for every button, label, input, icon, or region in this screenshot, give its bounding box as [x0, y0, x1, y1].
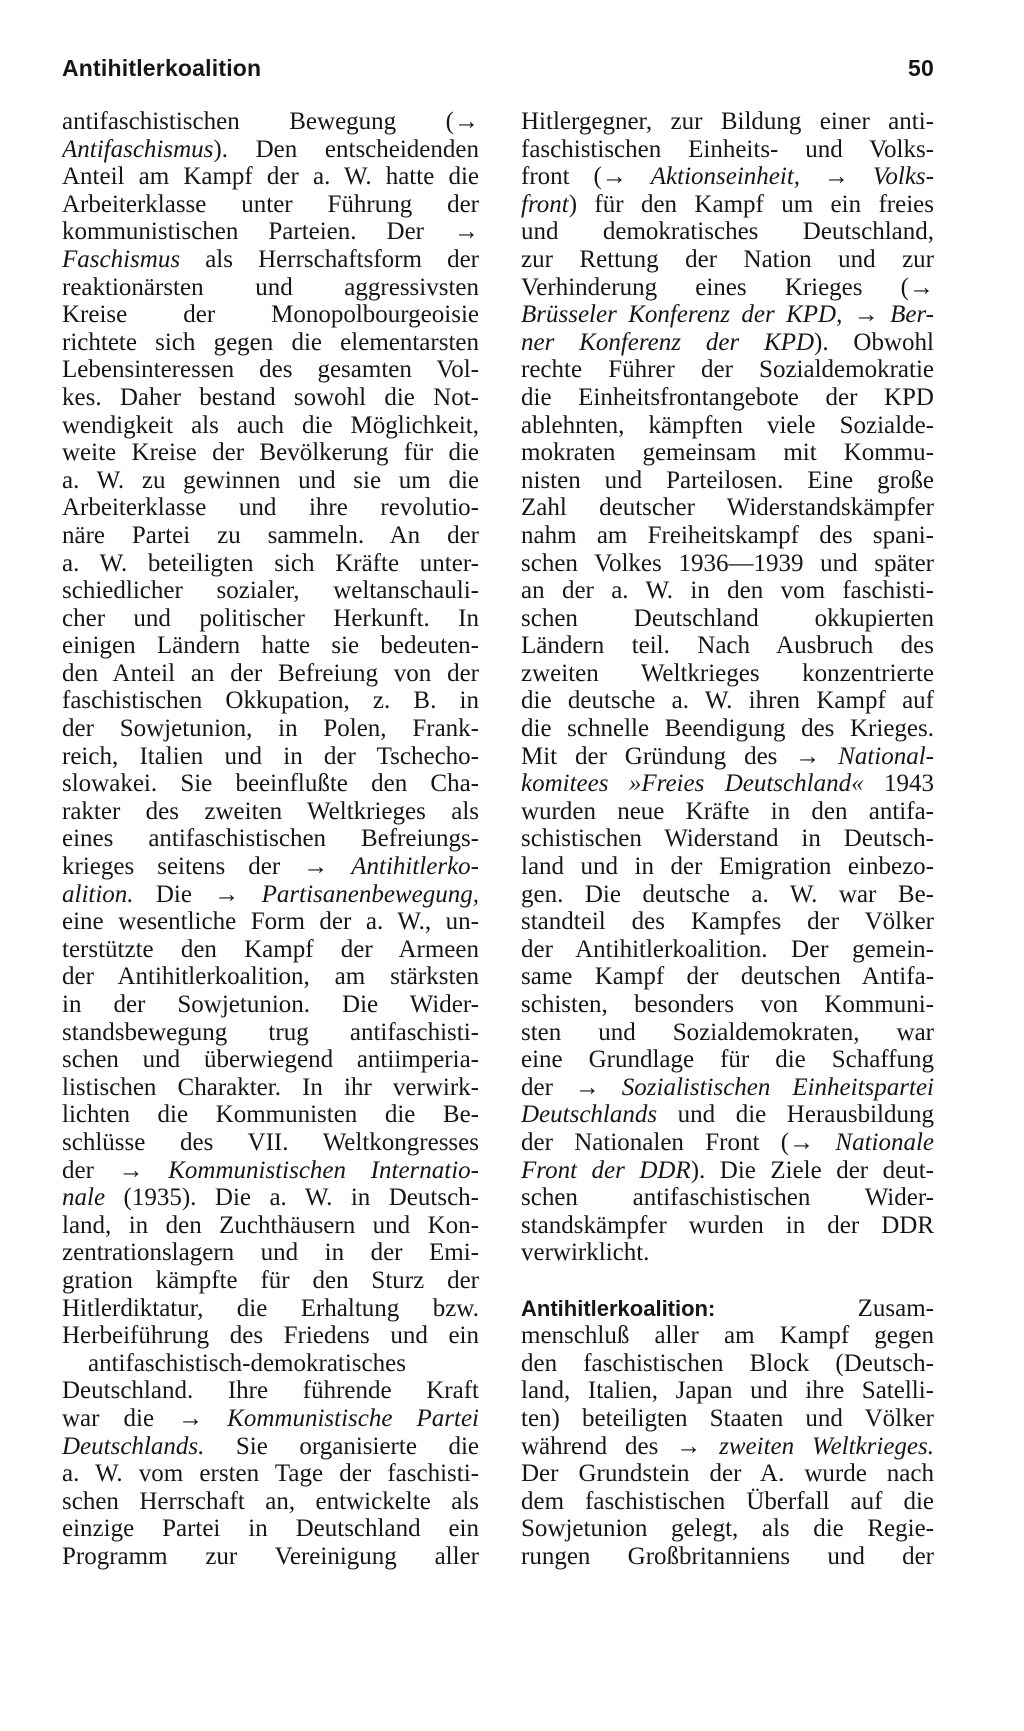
text-run: listischen Charakter. In ihr verwirk-: [62, 1073, 479, 1101]
text-line: [62, 991, 479, 1019]
text-run: standsbewegung trug antifaschisti-: [62, 1018, 479, 1046]
text-run: rechte Führer der Sozialdemokratie: [521, 356, 934, 384]
text-run: standskämpfer wurden in der DDR: [521, 1211, 934, 1239]
text-line: [62, 1405, 479, 1433]
text-run: same Kampf der deutschen Antifa-: [521, 963, 934, 991]
text-line: [62, 467, 479, 495]
text-run: krieges seitens der →: [62, 853, 352, 881]
cross-reference: komitees »Freies Deutschland«: [521, 770, 864, 798]
text-run: →: [800, 163, 873, 191]
text-run: rungen Großbritanniens und der: [521, 1542, 934, 1570]
cross-reference: ner Konferenz der KPD: [521, 328, 815, 356]
text-run: eine wesentliche Form der a. W., un-: [62, 908, 479, 936]
text-line: [521, 1515, 934, 1543]
text-run: faschistischen Einheits- und Volks-: [521, 135, 934, 163]
text-run: die Einheitsfrontangebote der KPD: [521, 383, 934, 411]
text-line: [521, 1405, 934, 1433]
cross-reference: Partisanenbewegung,: [261, 880, 479, 908]
text-run: eines antifaschistischen Befreiungs-: [62, 825, 479, 853]
cross-reference: Kommunistischen Internatio-: [168, 1156, 479, 1184]
cross-reference: Antifaschismus: [62, 135, 214, 163]
text-run: einzige Partei in Deutschland ein: [62, 1515, 479, 1543]
text-line: [521, 1377, 934, 1405]
text-run: lichten die Kommunisten die Be-: [62, 1101, 479, 1129]
text-run: der Antihitlerkoalition, am stärksten: [62, 963, 479, 991]
running-head: Antihitlerkoalition: [62, 54, 262, 81]
text-run: Deutschland. Ihre führende Kraft: [62, 1377, 479, 1405]
page-header: [62, 53, 934, 83]
text-run: der →: [521, 1073, 622, 1101]
text-line: [521, 412, 934, 440]
text-line: [62, 494, 479, 522]
text-run: slowakei. Sie beeinflußte den Cha-: [62, 770, 479, 798]
text-run: zweiten Weltkrieges konzentrierte: [521, 659, 934, 687]
text-line: [521, 1543, 934, 1571]
text-run: Sowjetunion gelegt, als die Regie-: [521, 1515, 934, 1543]
text-line: [521, 1074, 934, 1102]
cross-reference: Ber-: [890, 301, 934, 329]
text-run: cher und politischer Herkunft. In: [62, 604, 479, 632]
text-line: [62, 1350, 479, 1378]
text-run: terstützte den Kampf der Armeen: [62, 935, 479, 963]
text-line: [521, 522, 934, 550]
left-column: [62, 108, 479, 1570]
text-line: [62, 1377, 479, 1405]
text-run: faschistischen Okkupation, z. B. in: [62, 687, 479, 715]
text-line: [521, 1488, 934, 1516]
cross-reference: Sozialistischen Einheitspartei: [621, 1073, 934, 1101]
entry-headword: Antihitlerkoalition:: [521, 1295, 716, 1321]
text-run: wendigkeit als auch die Möglichkeit,: [62, 411, 479, 439]
text-line: [521, 605, 934, 633]
text-run: Programm zur Vereinigung aller: [62, 1542, 479, 1570]
text-line: [62, 301, 479, 329]
text-line: [62, 218, 479, 246]
text-run: näre Partei zu sammeln. An der: [62, 521, 479, 549]
text-run: zentrationslagern und in der Emi-: [62, 1239, 479, 1267]
text-run: land, in den Zuchthäusern und Kon-: [62, 1211, 479, 1239]
text-run: einigen Ländern hatte sie bedeuten-: [62, 632, 479, 660]
cross-reference: Aktionseinheit,: [650, 163, 801, 191]
text-run: antifaschistisch-demokratisches: [88, 1349, 406, 1377]
text-line: [62, 1184, 479, 1212]
text-line: [521, 1212, 934, 1240]
text-line: [62, 963, 479, 991]
text-line: [62, 825, 479, 853]
text-line: [62, 908, 479, 936]
text-line: [521, 163, 934, 191]
text-run: Zusam-: [715, 1294, 934, 1322]
text-line: [521, 439, 934, 467]
text-run: die schnelle Beendigung des Krieges.: [521, 715, 934, 743]
text-line: [62, 439, 479, 467]
text-line: [521, 1433, 934, 1461]
text-run: eine Grundlage für die Schaffung: [521, 1046, 934, 1074]
text-run: a. W. vom ersten Tage der faschisti-: [62, 1460, 479, 1488]
cross-reference: nale: [62, 1184, 106, 1212]
text-line: [521, 301, 934, 329]
text-line: [521, 1295, 934, 1323]
cross-reference: Faschismus: [62, 245, 181, 273]
text-run: schlüsse des VII. Weltkongresses: [62, 1128, 479, 1156]
text-line: [62, 1046, 479, 1074]
text-run: Arbeiterklasse und ihre revolutio-: [62, 494, 479, 522]
text-run: →: [842, 301, 891, 329]
text-line: [521, 329, 934, 357]
text-line: [62, 605, 479, 633]
text-line: [521, 1129, 934, 1157]
text-line: [521, 550, 934, 578]
text-run: als Herrschaftsform der: [180, 245, 479, 273]
text-run: war die →: [62, 1404, 228, 1432]
text-run: der →: [62, 1156, 169, 1184]
text-run: reaktionärsten und aggressivsten: [62, 273, 479, 301]
text-run: land und in der Emigration einbezo-: [521, 853, 934, 881]
text-run: Kreise der Monopolbourgeoisie: [62, 301, 479, 329]
text-line: [62, 1101, 479, 1129]
text-run: ). Obwohl: [814, 328, 934, 356]
text-run: Verhinderung eines Krieges (→: [521, 273, 934, 301]
text-run: schistischen Widerstand in Deutsch-: [521, 825, 934, 853]
text-line: [62, 881, 479, 909]
cross-reference: front: [521, 190, 569, 218]
text-run: kes. Daher bestand sowohl die Not-: [62, 383, 479, 411]
text-line: [62, 770, 479, 798]
text-line: [62, 1488, 479, 1516]
text-run: und die Herausbildung: [657, 1101, 934, 1129]
text-run: reich, Italien und in der Tschecho-: [62, 742, 479, 770]
text-run: a. W. beteiligten sich Kräfte unter-: [62, 549, 479, 577]
text-line: [62, 329, 479, 357]
text-line: [62, 191, 479, 219]
text-line: [62, 1515, 479, 1543]
cross-reference: National-: [838, 742, 934, 770]
text-line: [62, 687, 479, 715]
text-line: [62, 1433, 479, 1461]
text-run: ) für den Kampf um ein freies: [568, 190, 934, 218]
text-run: Lebensinteressen des gesamten Vol-: [62, 356, 479, 384]
text-line: [521, 108, 934, 136]
text-run: der Antihitlerkoalition. Der gemein-: [521, 935, 934, 963]
text-line: [521, 632, 934, 660]
text-line: [62, 853, 479, 881]
cross-reference: Front der DDR: [521, 1156, 691, 1184]
text-line: [521, 1239, 934, 1267]
text-line: [62, 1019, 479, 1047]
text-line: [521, 356, 934, 384]
text-run: ). Die Ziele der deut-: [690, 1156, 934, 1184]
text-line: [521, 218, 934, 246]
cross-reference: Nationale: [835, 1128, 934, 1156]
text-line: [62, 136, 479, 164]
text-run: Der Grundstein der A. wurde nach: [521, 1460, 934, 1488]
text-run: Ländern teil. Nach Ausbruch des: [521, 632, 934, 660]
text-run: Die →: [133, 880, 262, 908]
cross-reference: Deutschlands: [521, 1101, 658, 1129]
text-line: [62, 108, 479, 136]
text-run: (1935). Die a. W. in Deutsch-: [105, 1184, 479, 1212]
text-line: [521, 384, 934, 412]
text-line: [521, 1046, 934, 1074]
text-run: schen antifaschistischen Wider-: [521, 1184, 934, 1212]
text-line: [521, 1460, 934, 1488]
text-run: die deutsche a. W. ihren Kampf auf: [521, 687, 934, 715]
text-line: [521, 1157, 934, 1185]
right-column: [521, 108, 934, 1570]
text-line: [62, 798, 479, 826]
text-run: ten) beteiligten Staaten und Völker: [521, 1404, 934, 1432]
text-run: zur Rettung der Nation und zur: [521, 245, 934, 273]
text-run: gen. Die deutsche a. W. war Be-: [521, 880, 934, 908]
text-line: [62, 384, 479, 412]
text-run: Anteil am Kampf der a. W. hatte die: [62, 163, 479, 191]
text-line: [62, 356, 479, 384]
text-line: [521, 687, 934, 715]
text-run: ). Den entscheidenden: [213, 135, 479, 163]
text-run: Zahl deutscher Widerstandskämpfer: [521, 494, 934, 522]
text-line: [521, 936, 934, 964]
text-run: Arbeiterklasse unter Führung der: [62, 190, 479, 218]
text-run: kommunistischen Parteien. Der →: [62, 218, 479, 246]
text-line: [521, 881, 934, 909]
text-run: antifaschistischen Bewegung (→: [62, 108, 479, 135]
text-run: schen Deutschland okkupierten: [521, 604, 934, 632]
text-run: Hitlerdiktatur, die Erhaltung bzw.: [62, 1294, 479, 1322]
text-line: [62, 1239, 479, 1267]
text-line: [521, 963, 934, 991]
text-line: [62, 1129, 479, 1157]
text-line: [62, 1074, 479, 1102]
text-line: [62, 743, 479, 771]
text-run: den faschistischen Block (Deutsch-: [521, 1349, 934, 1377]
text-line: [521, 494, 934, 522]
text-line: [521, 825, 934, 853]
text-line: [62, 577, 479, 605]
text-run: ablehnten, kämpften viele Sozialde-: [521, 411, 934, 439]
text-run: weite Kreise der Bevölkerung für die: [62, 439, 479, 467]
text-line: [521, 660, 934, 688]
text-run: an der a. W. in den vom faschisti-: [521, 577, 934, 605]
text-line: [521, 246, 934, 274]
text-line: [521, 191, 934, 219]
cross-reference: alition.: [62, 880, 134, 908]
text-run: richtete sich gegen die elementarsten: [62, 328, 479, 356]
text-line: [62, 412, 479, 440]
text-line: [521, 853, 934, 881]
text-line: [521, 1184, 934, 1212]
cross-reference: Deutschlands.: [62, 1432, 205, 1460]
text-run: Hitlergegner, zur Bildung einer anti-: [521, 108, 934, 135]
blank-line: [521, 1267, 934, 1295]
text-line: [521, 274, 934, 302]
text-line: [62, 715, 479, 743]
text-line: [62, 660, 479, 688]
cross-reference: Volks-: [872, 163, 934, 191]
text-run: Sie organisierte die: [204, 1432, 479, 1460]
text-line: [521, 1322, 934, 1350]
text-run: schisten, besonders von Kommuni-: [521, 991, 934, 1018]
cross-reference: Kommunistische Partei: [227, 1404, 479, 1432]
text-line: [62, 1157, 479, 1185]
text-line: [521, 1101, 934, 1129]
text-run: sten und Sozialdemokraten, war: [521, 1018, 934, 1046]
text-line: [521, 908, 934, 936]
text-line: [62, 274, 479, 302]
text-run: a. W. zu gewinnen und sie um die: [62, 466, 479, 494]
cross-reference: Antihitlerko-: [351, 853, 479, 881]
text-line: [521, 136, 934, 164]
text-run: der Sowjetunion, in Polen, Frank-: [62, 715, 479, 743]
text-run: schen und überwiegend antiimperia-: [62, 1046, 479, 1074]
text-run: land, Italien, Japan und ihre Satelli-: [521, 1377, 934, 1405]
text-line: [521, 1350, 934, 1378]
text-run: schen Volkes 1936—1939 und später: [521, 549, 934, 577]
text-line: [62, 936, 479, 964]
cross-reference: Brüsseler Konferenz der KPD,: [521, 301, 843, 329]
text-line: [521, 577, 934, 605]
text-run: und demokratisches Deutschland,: [521, 218, 934, 246]
text-run: 1943: [863, 770, 934, 798]
text-line: [521, 770, 934, 798]
text-line: [62, 1212, 479, 1240]
text-line: [62, 632, 479, 660]
text-line: [62, 1543, 479, 1571]
text-line: [62, 522, 479, 550]
text-run: schen Herrschaft an, entwickelte als: [62, 1487, 479, 1515]
text-run: Herbeiführung des Friedens und ein: [62, 1322, 479, 1350]
text-run: dem faschistischen Überfall auf die: [521, 1487, 934, 1515]
text-run: den Anteil an der Befreiung von der: [62, 659, 479, 687]
text-line: [521, 467, 934, 495]
cross-reference: zweiten Weltkrieges.: [719, 1432, 934, 1460]
text-run: standteil des Kampfes der Völker: [521, 908, 934, 936]
text-line: [62, 246, 479, 274]
text-run: nahm am Freiheitskampf des spani-: [521, 521, 934, 549]
text-run: nisten und Parteilosen. Eine große: [521, 466, 934, 494]
text-line: [62, 550, 479, 578]
text-line: [62, 1322, 479, 1350]
text-line: [521, 715, 934, 743]
text-line: [62, 1295, 479, 1323]
text-line: [521, 743, 934, 771]
text-run: gration kämpfte für den Sturz der: [62, 1266, 479, 1294]
text-run: front (→: [521, 163, 651, 191]
text-run: während des →: [521, 1432, 720, 1460]
text-run: verwirklicht.: [521, 1239, 650, 1267]
text-run: der Nationalen Front (→: [521, 1128, 836, 1156]
page-number: 50: [908, 54, 934, 81]
text-run: rakter des zweiten Weltkrieges als: [62, 797, 479, 825]
text-line: [521, 798, 934, 826]
text-line: [62, 163, 479, 191]
text-line: [62, 1460, 479, 1488]
text-line: [521, 991, 934, 1019]
text-run: menschluß aller am Kampf gegen: [521, 1322, 934, 1350]
text-run: wurden neue Kräfte in den antifa-: [521, 797, 934, 825]
text-line: [62, 1267, 479, 1295]
text-run: Mit der Gründung des →: [521, 742, 839, 770]
text-run: mokraten gemeinsam mit Kommu-: [521, 439, 934, 467]
text-line: [521, 1019, 934, 1047]
text-run: in der Sowjetunion. Die Wider-: [62, 991, 479, 1018]
text-run: schiedlicher sozialer, weltanschauli-: [62, 577, 479, 605]
